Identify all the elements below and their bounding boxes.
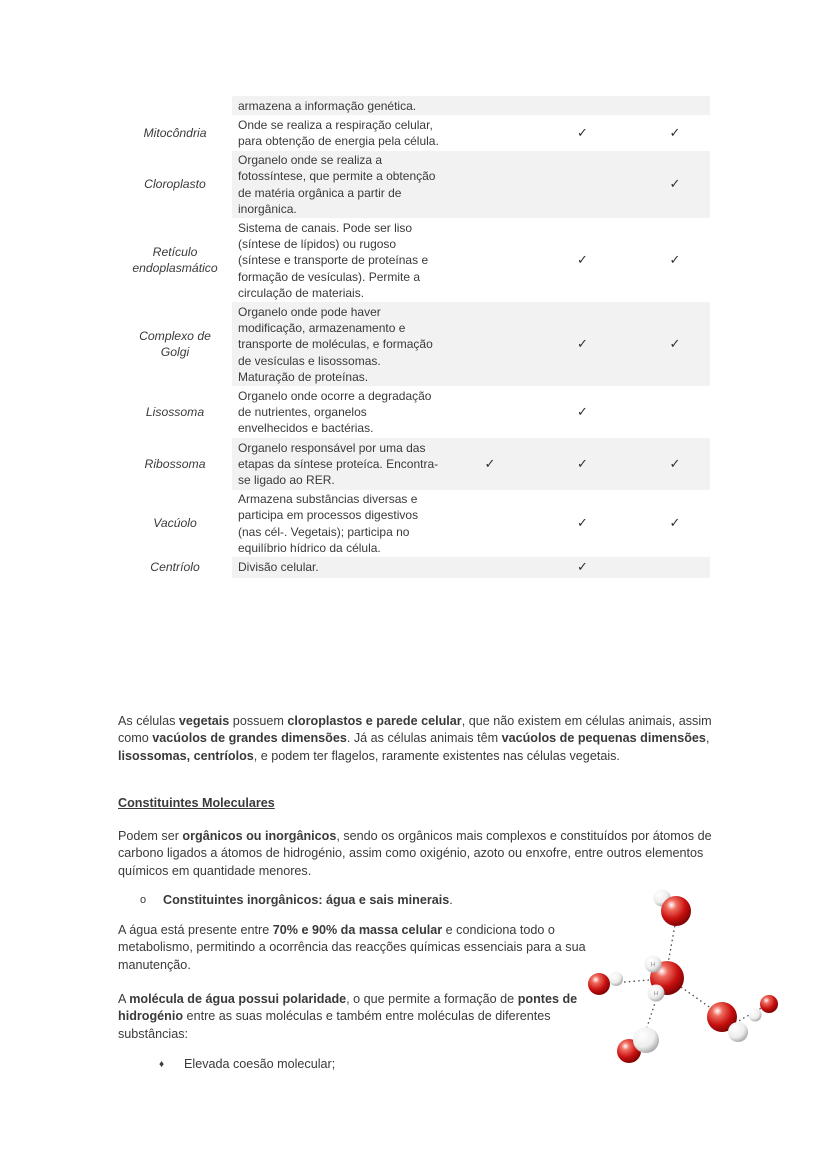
text-segment: orgânicos ou inorgânicos — [182, 829, 337, 843]
text-segment: , — [705, 731, 710, 746]
text-segment: entre as suas moléculas e também entre moléculas de diferentes substâncias: — [118, 1009, 551, 1041]
text-segment: Podem ser — [118, 829, 183, 843]
empty-cell — [455, 490, 525, 558]
hydrogen-bond-lines — [613, 925, 763, 1033]
text-segment: Elevada coesão molecular; — [184, 1057, 336, 1071]
empty-cell — [455, 302, 525, 386]
water-molecule-bottom-right — [707, 1002, 748, 1042]
organelle-name: Mitocôndria — [143, 125, 207, 140]
empty-cell — [525, 151, 640, 219]
text-segment: A — [118, 992, 130, 1006]
empty-cell — [455, 151, 525, 219]
checkmark-icon: ✓ — [577, 404, 588, 420]
organelle-name — [118, 96, 232, 115]
hydrogen-label: H — [653, 991, 659, 998]
checkmark-icon: ✓ — [455, 438, 525, 490]
checkmark-icon: ✓ — [669, 124, 681, 140]
text-segment: Constituintes Moleculares — [118, 796, 275, 810]
organelles-table — [118, 96, 710, 578]
bullet-marker: o — [140, 894, 147, 906]
checkmark-icon: ✓ — [525, 557, 640, 577]
text-segment: pontes de hidrogénio — [118, 992, 578, 1024]
organelle-name: Lisossoma — [145, 405, 205, 420]
empty-cell — [640, 96, 710, 115]
checkmark-icon: ✓ — [640, 302, 710, 386]
checkmark-icon: ✓ — [640, 151, 710, 219]
checkmark-icon: ✓ — [525, 438, 640, 490]
text-segment: possuem — [229, 714, 288, 728]
empty-cell — [455, 386, 525, 438]
checkmark-icon: ✓ — [577, 124, 588, 140]
section-heading — [118, 795, 712, 812]
checkmark-icon: ✓ — [525, 302, 640, 386]
table-row — [118, 96, 710, 115]
list-item-molecular-cohesion — [159, 1056, 579, 1073]
water-molecule-top — [654, 890, 692, 927]
checkmark-icon: ✓ — [577, 515, 588, 531]
empty-cell — [640, 557, 710, 577]
table-row — [118, 438, 710, 490]
checkmark-icon: ✓ — [577, 252, 588, 268]
text-segment: molécula de água possui polaridade — [129, 992, 347, 1006]
organelle-description: Organelo onde se realiza a fotossíntese, que permite a obtenção de matéria orgânica a partir de inorgânica. — [232, 151, 455, 219]
text-segment: . — [449, 893, 453, 907]
table-row — [118, 490, 710, 558]
table-row — [118, 151, 710, 219]
organelle-description: Divisão celular. — [232, 557, 455, 577]
list-item-text — [163, 892, 453, 909]
checkmark-icon: ✓ — [669, 252, 681, 268]
paragraph-cells-comparison — [118, 713, 712, 765]
table-row — [118, 218, 710, 302]
empty-cell — [455, 218, 525, 302]
table-row — [118, 302, 710, 386]
organelle-description: Onde se realiza a respiração celular, para obtenção de energia pela célula. — [238, 117, 439, 148]
paragraph-water-mass — [118, 922, 610, 974]
empty-cell — [525, 96, 640, 115]
organelle-description: Organelo onde ocorre a degradação de nutrientes, organelos envelhecidos e bactérias. — [238, 388, 432, 436]
hydrogen-label: H — [650, 962, 656, 969]
table-row — [118, 386, 710, 438]
water-molecule-right — [749, 995, 779, 1022]
text-segment: lisossomas, centríolos — [118, 748, 254, 763]
text-segment: , sendo os orgânicos mais complexos e constituídos por átomos de carbono ligados a átomos de hidrogénio, assim como oxigénio, azoto ou enxofre, entre outros elementos químicos em quantidade menores. — [118, 829, 712, 878]
water-molecule-center — [645, 956, 685, 1002]
empty-cell — [455, 96, 525, 115]
organelle-name: Retículo endoplasmático — [132, 245, 218, 276]
paragraph-water-polarity — [118, 991, 586, 1043]
empty-cell — [455, 557, 525, 577]
organelle-description: Sistema de canais. Pode ser liso (síntese de lípidos) ou rugoso (síntese e transporte de proteínas e formação de vesículas). Permite a circulação de materiais. — [238, 220, 429, 300]
text-segment: vegetais — [178, 714, 230, 728]
water-molecule-bottom-left — [617, 1027, 659, 1063]
text-segment: vacúolos de pequenas dimensões — [501, 731, 706, 746]
text-segment: e condiciona todo o metabolismo, permitindo a ocorrência das reacções químicas essenciais para a sua manutenção. — [118, 923, 586, 972]
text-segment: , o que permite a formação de — [346, 992, 518, 1006]
text-segment: cloroplastos e parede celular — [287, 714, 462, 728]
organelle-name: Ribossoma — [144, 456, 206, 471]
text-segment: Constituintes inorgânicos: água e sais minerais — [163, 893, 450, 907]
organelle-description: Armazena substâncias diversas e participa em processos digestivos (nas cél-. Vegetais); participa no equilíbrio hídrico da célula. — [238, 492, 419, 555]
water-molecules-image — [583, 883, 783, 1071]
organelle-name: Complexo de Golgi — [139, 329, 211, 360]
table-row — [118, 115, 710, 150]
checkmark-icon: ✓ — [640, 438, 710, 490]
paragraph-organic-inorganic — [118, 828, 712, 880]
text-segment: , que não existem em células animais, assim como — [118, 714, 712, 746]
text-segment: . Já as células animais têm — [346, 731, 502, 746]
text-segment: , e podem ter flagelos, raramente existentes nas células vegetais. — [253, 748, 620, 763]
text-segment: A água está presente entre — [118, 923, 273, 937]
list-item-text — [184, 1056, 335, 1073]
text-segment: 70% e 90% da massa celular — [272, 923, 443, 937]
organelle-description: Organelo onde pode haver modificação, armazenamento e transporte de moléculas, e formação de vesículas e lisossomas. Maturação de proteínas. — [232, 302, 455, 386]
table-row — [118, 557, 710, 577]
water-molecule-left — [588, 972, 623, 995]
text-segment: vacúolos de grandes dimensões — [152, 731, 347, 746]
organelle-name: Centríolo — [150, 560, 200, 575]
organelle-description: armazena a informação genética. — [232, 96, 455, 115]
text-segment: As células — [118, 714, 179, 728]
empty-cell — [640, 386, 710, 438]
organelle-description: Organelo responsável por uma das etapas da síntese proteíca. Encontra-se ligado ao RER. — [232, 438, 455, 490]
checkmark-icon: ✓ — [669, 515, 681, 531]
organelle-name: Cloroplasto — [144, 177, 206, 192]
organelle-name: Vacúolo — [153, 516, 197, 531]
bullet-marker: ♦ — [159, 1059, 165, 1070]
empty-cell — [455, 115, 525, 150]
